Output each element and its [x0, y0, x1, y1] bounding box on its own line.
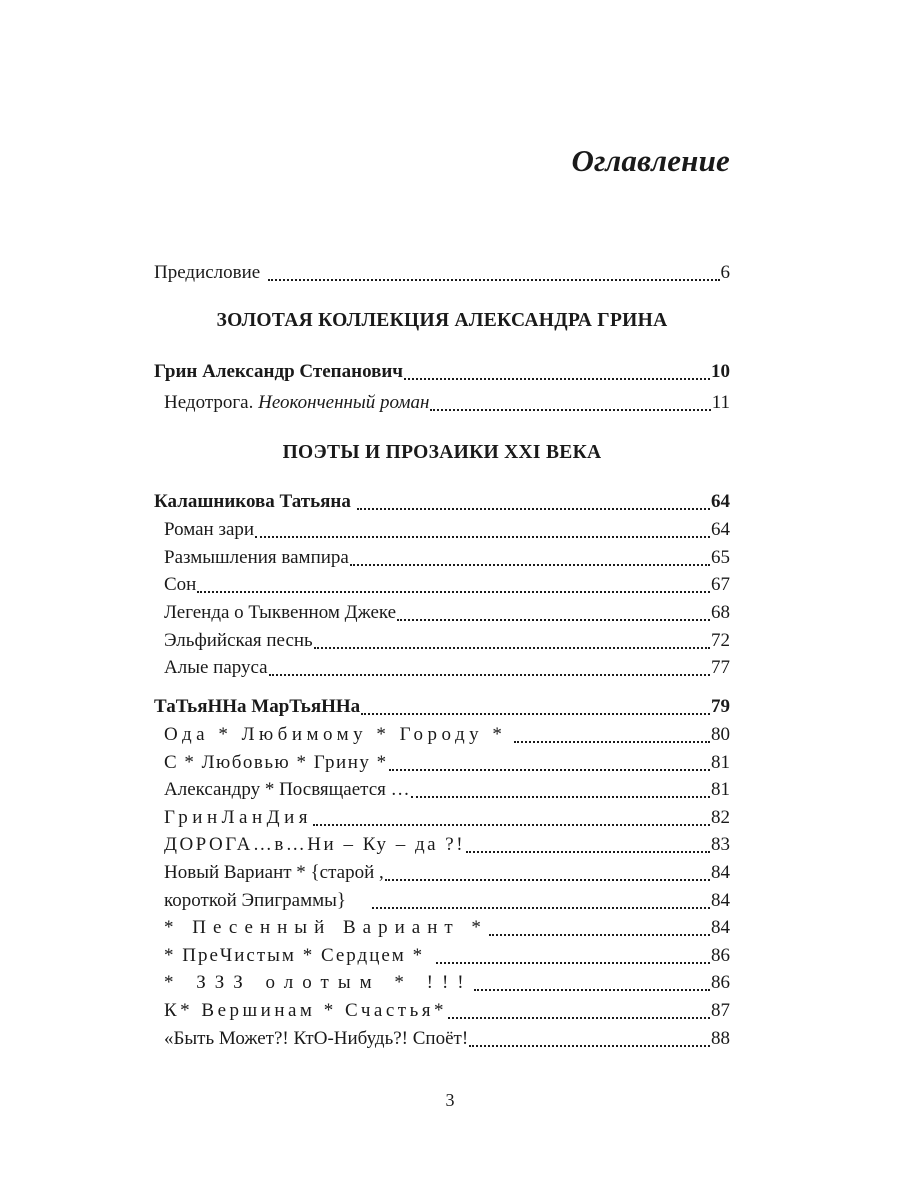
toc-entry-label: Предисловие: [154, 262, 261, 283]
toc-work-entry[interactable]: [164, 390, 730, 416]
toc-entry-label: Легенда о Тыквенном Джеке: [164, 602, 397, 623]
toc-entry-page: 84: [711, 862, 730, 883]
page-title: Оглавление: [571, 143, 730, 178]
toc-work-entry[interactable]: [164, 655, 730, 681]
toc-entry-label: * Песенный Вариант *: [164, 917, 488, 938]
toc-entry-page: 83: [711, 834, 730, 855]
toc-entry-label: «Быть Может?! КтО-Нибудь?! Споёт!: [164, 1028, 469, 1049]
dot-leader: [466, 840, 710, 858]
work-title: Недотрога.: [164, 392, 254, 413]
toc-entry-page: 65: [711, 547, 730, 568]
toc-author-name: ТаТьяННа МарТьяННа: [154, 696, 361, 717]
toc-entry-page: 77: [711, 657, 730, 678]
toc-entry-label: * ЗЗЗ олотым * !!!: [164, 972, 473, 993]
dot-leader: [255, 525, 710, 543]
toc-work-entry[interactable]: [164, 777, 730, 803]
toc-entry-label: Размышления вампира: [164, 547, 349, 568]
dot-leader: [514, 730, 710, 748]
toc-entry-page: 88: [711, 1028, 730, 1049]
toc-entry-page: 67: [711, 574, 730, 595]
toc-entry-page: 84: [711, 917, 730, 938]
toc-work-entry[interactable]: [164, 600, 730, 626]
toc-entry-label: ГринЛанДия: [164, 807, 312, 828]
toc-work-entry[interactable]: [164, 750, 730, 776]
dot-leader: [489, 923, 710, 941]
dot-leader: [469, 1034, 710, 1052]
dot-leader: [389, 758, 710, 776]
toc-entry-label: Сон: [164, 574, 197, 595]
toc-entry-label: Новый Вариант * {старой ,: [164, 862, 384, 883]
toc-entry-label: С * Любовью * Грину *: [164, 752, 388, 773]
dot-leader: [411, 785, 710, 803]
toc-work-entry[interactable]: [164, 722, 730, 748]
toc-entry-page: 86: [711, 945, 730, 966]
toc-work-entry[interactable]: [164, 998, 730, 1024]
toc-entry-label: * ПреЧистым * Сердцем *: [164, 945, 425, 966]
toc-work-entry[interactable]: [164, 572, 730, 598]
toc-entry-label: Эльфийская песнь: [164, 630, 313, 651]
toc-entry-page: 80: [711, 724, 730, 745]
dot-leader: [430, 398, 710, 416]
toc-entry-page: 81: [711, 752, 730, 773]
toc-work-entry[interactable]: [164, 628, 730, 654]
dot-leader: [314, 636, 710, 654]
work-subtitle: Неоконченный роман: [258, 392, 430, 413]
toc-work-entry[interactable]: [164, 545, 730, 571]
toc-entry-page: 82: [711, 807, 730, 828]
toc-work-entry[interactable]: [164, 832, 730, 858]
toc-entry-page: 11: [711, 392, 730, 413]
dot-leader: [404, 367, 710, 385]
toc-entry-page: 64: [711, 491, 730, 512]
toc-entry-label: Ода * Любимому * Городу *: [164, 724, 507, 745]
toc-work-entry[interactable]: [164, 915, 730, 941]
toc-entry-label: ДОРОГА…в…Ни – Ку – да ?!: [164, 834, 466, 855]
toc-author-entry[interactable]: [154, 489, 730, 515]
toc-work-entry[interactable]: [164, 805, 730, 831]
dot-leader: [269, 663, 710, 681]
dot-leader: [268, 268, 719, 286]
dot-leader: [357, 497, 710, 515]
dot-leader: [313, 813, 710, 831]
toc-work-entry[interactable]: [164, 1026, 730, 1052]
toc-author-name: Грин Александр Степанович: [154, 361, 404, 382]
toc-entry-label: [164, 390, 429, 416]
dot-leader: [474, 978, 710, 996]
toc-author-name: Калашникова Татьяна: [154, 491, 351, 512]
dot-leader: [361, 702, 710, 720]
toc-work-entry[interactable]: [164, 517, 730, 543]
toc-entry-label: Роман зари: [164, 519, 255, 540]
toc-entry-page: 68: [711, 602, 730, 623]
toc-entry-page: 72: [711, 630, 730, 651]
dot-leader: [397, 608, 710, 626]
toc-work-entry[interactable]: [164, 860, 730, 886]
toc-work-entry[interactable]: [164, 970, 730, 996]
toc-entry-page: 84: [711, 890, 730, 911]
toc-entry-page: 6: [720, 262, 730, 283]
dot-leader: [385, 868, 710, 886]
toc-work-entry[interactable]: [164, 888, 730, 914]
toc-entry-page: 81: [711, 779, 730, 800]
toc-entry-page: 86: [711, 972, 730, 993]
dot-leader: [448, 1006, 710, 1024]
toc-author-entry[interactable]: [154, 694, 730, 720]
toc-entry-label: Александру * Посвящается …: [164, 779, 410, 800]
page-number: 3: [445, 1090, 455, 1110]
toc-entry-label: короткой Эпиграммы}: [164, 890, 347, 911]
toc-entry-page: 10: [711, 361, 730, 382]
toc-entry-label: К* Вершинам * Счастья*: [164, 1000, 448, 1021]
toc-entry-preface[interactable]: [154, 260, 730, 286]
dot-leader: [350, 553, 710, 571]
toc-entry-page: 79: [711, 696, 730, 717]
toc-entry-page: 64: [711, 519, 730, 540]
dot-leader: [372, 896, 710, 914]
toc-author-entry[interactable]: [154, 359, 730, 385]
toc-work-entry[interactable]: [164, 943, 730, 969]
section-heading: ПОЭТЫ И ПРОЗАИКИ XXI ВЕКА: [282, 442, 602, 463]
section-heading: ЗОЛОТАЯ КОЛЛЕКЦИЯ АЛЕКСАНДРА ГРИНА: [216, 310, 668, 331]
toc-entry-label: Алые паруса: [164, 657, 268, 678]
dot-leader: [197, 580, 710, 598]
dot-leader: [436, 951, 710, 969]
toc-entry-page: 87: [711, 1000, 730, 1021]
